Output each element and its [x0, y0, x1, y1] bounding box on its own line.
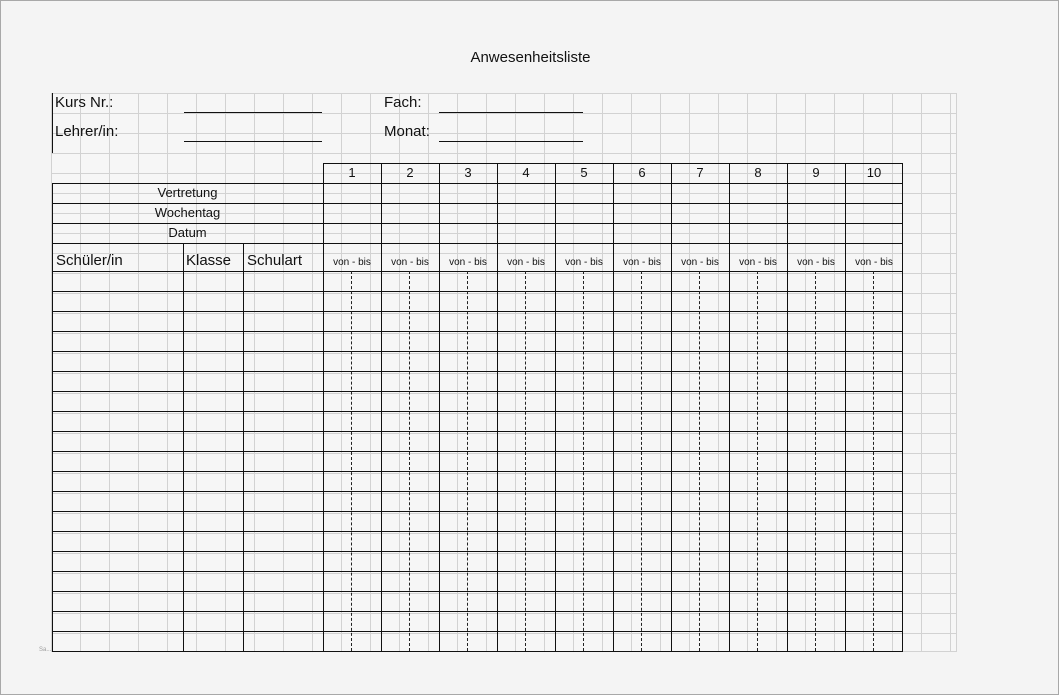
session-header-cell[interactable] — [671, 183, 730, 204]
student-name-cell[interactable] — [53, 472, 183, 491]
table-left-border — [52, 183, 53, 652]
student-name-cell[interactable] — [53, 352, 183, 371]
fach-input-line[interactable] — [439, 112, 583, 113]
session-header-cell[interactable] — [439, 223, 498, 244]
school-type-cell[interactable] — [244, 312, 322, 331]
student-name-cell[interactable] — [53, 452, 183, 471]
session-column-divider — [729, 163, 730, 652]
fach-label: Fach: — [384, 94, 422, 111]
session-header-cell[interactable] — [497, 203, 556, 224]
lehrer-input-line[interactable] — [184, 141, 322, 142]
student-name-cell[interactable] — [53, 392, 183, 411]
class-cell[interactable] — [184, 632, 243, 651]
session-header-cell[interactable] — [671, 223, 730, 244]
time-split-dashed-line — [757, 271, 758, 651]
student-name-cell[interactable] — [53, 372, 183, 391]
session-number: 1 — [348, 165, 356, 180]
time-split-dashed-line — [467, 271, 468, 651]
session-header-cell[interactable] — [323, 223, 382, 244]
class-cell[interactable] — [184, 612, 243, 631]
time-split-dashed-line — [351, 271, 352, 651]
school-type-cell[interactable] — [244, 512, 322, 531]
school-type-cell[interactable] — [244, 332, 322, 351]
time-split-dashed-line — [583, 271, 584, 651]
student-name-cell[interactable] — [53, 332, 183, 351]
session-header-cell[interactable] — [323, 183, 382, 204]
time-range-label: von - bis — [681, 257, 719, 268]
session-header-cell[interactable] — [787, 183, 846, 204]
footer-mark: Sa... — [39, 647, 52, 653]
school-type-cell[interactable] — [244, 272, 322, 291]
time-split-dashed-line — [409, 271, 410, 651]
student-name-cell[interactable] — [53, 492, 183, 511]
student-name-cell[interactable] — [53, 612, 183, 631]
session-header-cell[interactable] — [323, 203, 382, 224]
school-type-cell[interactable] — [244, 552, 322, 571]
time-range-label: von - bis — [333, 257, 371, 268]
header-row-label: Wochentag — [154, 205, 221, 220]
class-cell[interactable] — [184, 272, 243, 291]
class-cell[interactable] — [184, 332, 243, 351]
school-type-cell[interactable] — [244, 472, 322, 491]
school-type-cell[interactable] — [244, 412, 322, 431]
session-header-cell[interactable] — [439, 203, 498, 224]
time-range-label: von - bis — [391, 257, 429, 268]
monat-input-line[interactable] — [439, 141, 583, 142]
class-column-header: Klasse — [186, 252, 232, 269]
student-name-cell[interactable] — [53, 432, 183, 451]
school-type-cell[interactable] — [244, 572, 322, 591]
session-column-divider — [555, 163, 556, 652]
lehrer-label: Lehrer/in: — [55, 123, 119, 140]
time-range-label: von - bis — [855, 257, 893, 268]
session-header-cell[interactable] — [497, 223, 556, 244]
class-cell[interactable] — [184, 412, 243, 431]
student-name-cell[interactable] — [53, 532, 183, 551]
session-number: 7 — [696, 165, 704, 180]
class-cell[interactable] — [184, 372, 243, 391]
session-column-divider — [381, 163, 382, 652]
header-row-label: Datum — [168, 225, 207, 240]
school-type-cell[interactable] — [244, 352, 322, 371]
school-type-cell[interactable] — [244, 492, 322, 511]
class-cell[interactable] — [184, 472, 243, 491]
session-header-cell[interactable] — [439, 183, 498, 204]
session-header-cell[interactable] — [613, 223, 672, 244]
class-cell[interactable] — [184, 452, 243, 471]
session-column-divider — [902, 163, 903, 652]
kurs-input-line[interactable] — [184, 112, 322, 113]
session-header-cell[interactable] — [381, 203, 440, 224]
session-column-divider — [845, 163, 846, 652]
header-row-label: Vertretung — [157, 185, 218, 200]
session-number: 10 — [866, 165, 882, 180]
time-split-dashed-line — [815, 271, 816, 651]
class-column-divider — [183, 243, 184, 652]
table-row-border — [52, 651, 903, 652]
time-range-label: von - bis — [739, 257, 777, 268]
time-range-label: von - bis — [565, 257, 603, 268]
school-type-cell[interactable] — [244, 392, 322, 411]
session-column-divider — [613, 163, 614, 652]
session-number: 8 — [754, 165, 762, 180]
student-name-cell[interactable] — [53, 572, 183, 591]
monat-label: Monat: — [384, 123, 430, 140]
class-cell[interactable] — [184, 292, 243, 311]
school-type-cell[interactable] — [244, 432, 322, 451]
school-type-column-divider — [243, 243, 244, 652]
time-range-label: von - bis — [449, 257, 487, 268]
session-column-divider — [497, 163, 498, 652]
class-cell[interactable] — [184, 512, 243, 531]
session-header-cell[interactable] — [555, 203, 614, 224]
session-column-divider — [671, 163, 672, 652]
school-type-cell[interactable] — [244, 292, 322, 311]
session-header-cell[interactable] — [555, 183, 614, 204]
school-type-cell[interactable] — [244, 452, 322, 471]
session-header-cell[interactable] — [381, 183, 440, 204]
session-number: 2 — [406, 165, 414, 180]
session-header-cell[interactable] — [497, 183, 556, 204]
session-column-divider — [323, 163, 324, 652]
session-header-cell[interactable] — [613, 183, 672, 204]
session-number: 5 — [580, 165, 588, 180]
school-type-cell[interactable] — [244, 612, 322, 631]
class-cell[interactable] — [184, 592, 243, 611]
session-header-cell[interactable] — [555, 223, 614, 244]
time-split-dashed-line — [699, 271, 700, 651]
student-name-cell[interactable] — [53, 292, 183, 311]
session-number: 9 — [812, 165, 820, 180]
page-title: Anwesenheitsliste — [470, 49, 591, 66]
class-cell[interactable] — [184, 392, 243, 411]
session-column-divider — [787, 163, 788, 652]
student-name-cell[interactable] — [53, 272, 183, 291]
session-header-cell[interactable] — [845, 203, 904, 224]
school-type-cell[interactable] — [244, 592, 322, 611]
session-header-cell[interactable] — [845, 183, 904, 204]
class-cell[interactable] — [184, 352, 243, 371]
session-header-cell[interactable] — [381, 223, 440, 244]
time-split-dashed-line — [641, 271, 642, 651]
time-range-label: von - bis — [797, 257, 835, 268]
time-range-label: von - bis — [623, 257, 661, 268]
student-name-cell[interactable] — [53, 512, 183, 531]
session-header-cell[interactable] — [729, 183, 788, 204]
session-header-cell[interactable] — [845, 223, 904, 244]
session-header-cell[interactable] — [787, 223, 846, 244]
school-type-cell[interactable] — [244, 632, 322, 651]
session-header-cell[interactable] — [729, 203, 788, 224]
kurs-label: Kurs Nr.: — [55, 94, 114, 111]
class-cell[interactable] — [184, 572, 243, 591]
session-header-cell[interactable] — [613, 203, 672, 224]
student-name-cell[interactable] — [53, 552, 183, 571]
time-split-dashed-line — [873, 271, 874, 651]
school-type-cell[interactable] — [244, 372, 322, 391]
class-cell[interactable] — [184, 492, 243, 511]
time-range-label: von - bis — [507, 257, 545, 268]
school-type-cell[interactable] — [244, 532, 322, 551]
session-header-cell[interactable] — [787, 203, 846, 224]
class-cell[interactable] — [184, 432, 243, 451]
student-name-cell[interactable] — [53, 592, 183, 611]
school-type-column-header: Schulart — [247, 252, 303, 269]
class-cell[interactable] — [184, 532, 243, 551]
student-name-cell[interactable] — [53, 312, 183, 331]
student-column-header: Schüler/in — [56, 252, 123, 269]
form-left-border — [52, 93, 53, 153]
class-cell[interactable] — [184, 312, 243, 331]
session-number: 3 — [464, 165, 472, 180]
session-header-cell[interactable] — [671, 203, 730, 224]
time-split-dashed-line — [525, 271, 526, 651]
session-number: 6 — [638, 165, 646, 180]
student-name-cell[interactable] — [53, 632, 183, 651]
session-column-divider — [439, 163, 440, 652]
class-cell[interactable] — [184, 552, 243, 571]
student-name-cell[interactable] — [53, 412, 183, 431]
session-number: 4 — [522, 165, 530, 180]
session-header-cell[interactable] — [729, 223, 788, 244]
